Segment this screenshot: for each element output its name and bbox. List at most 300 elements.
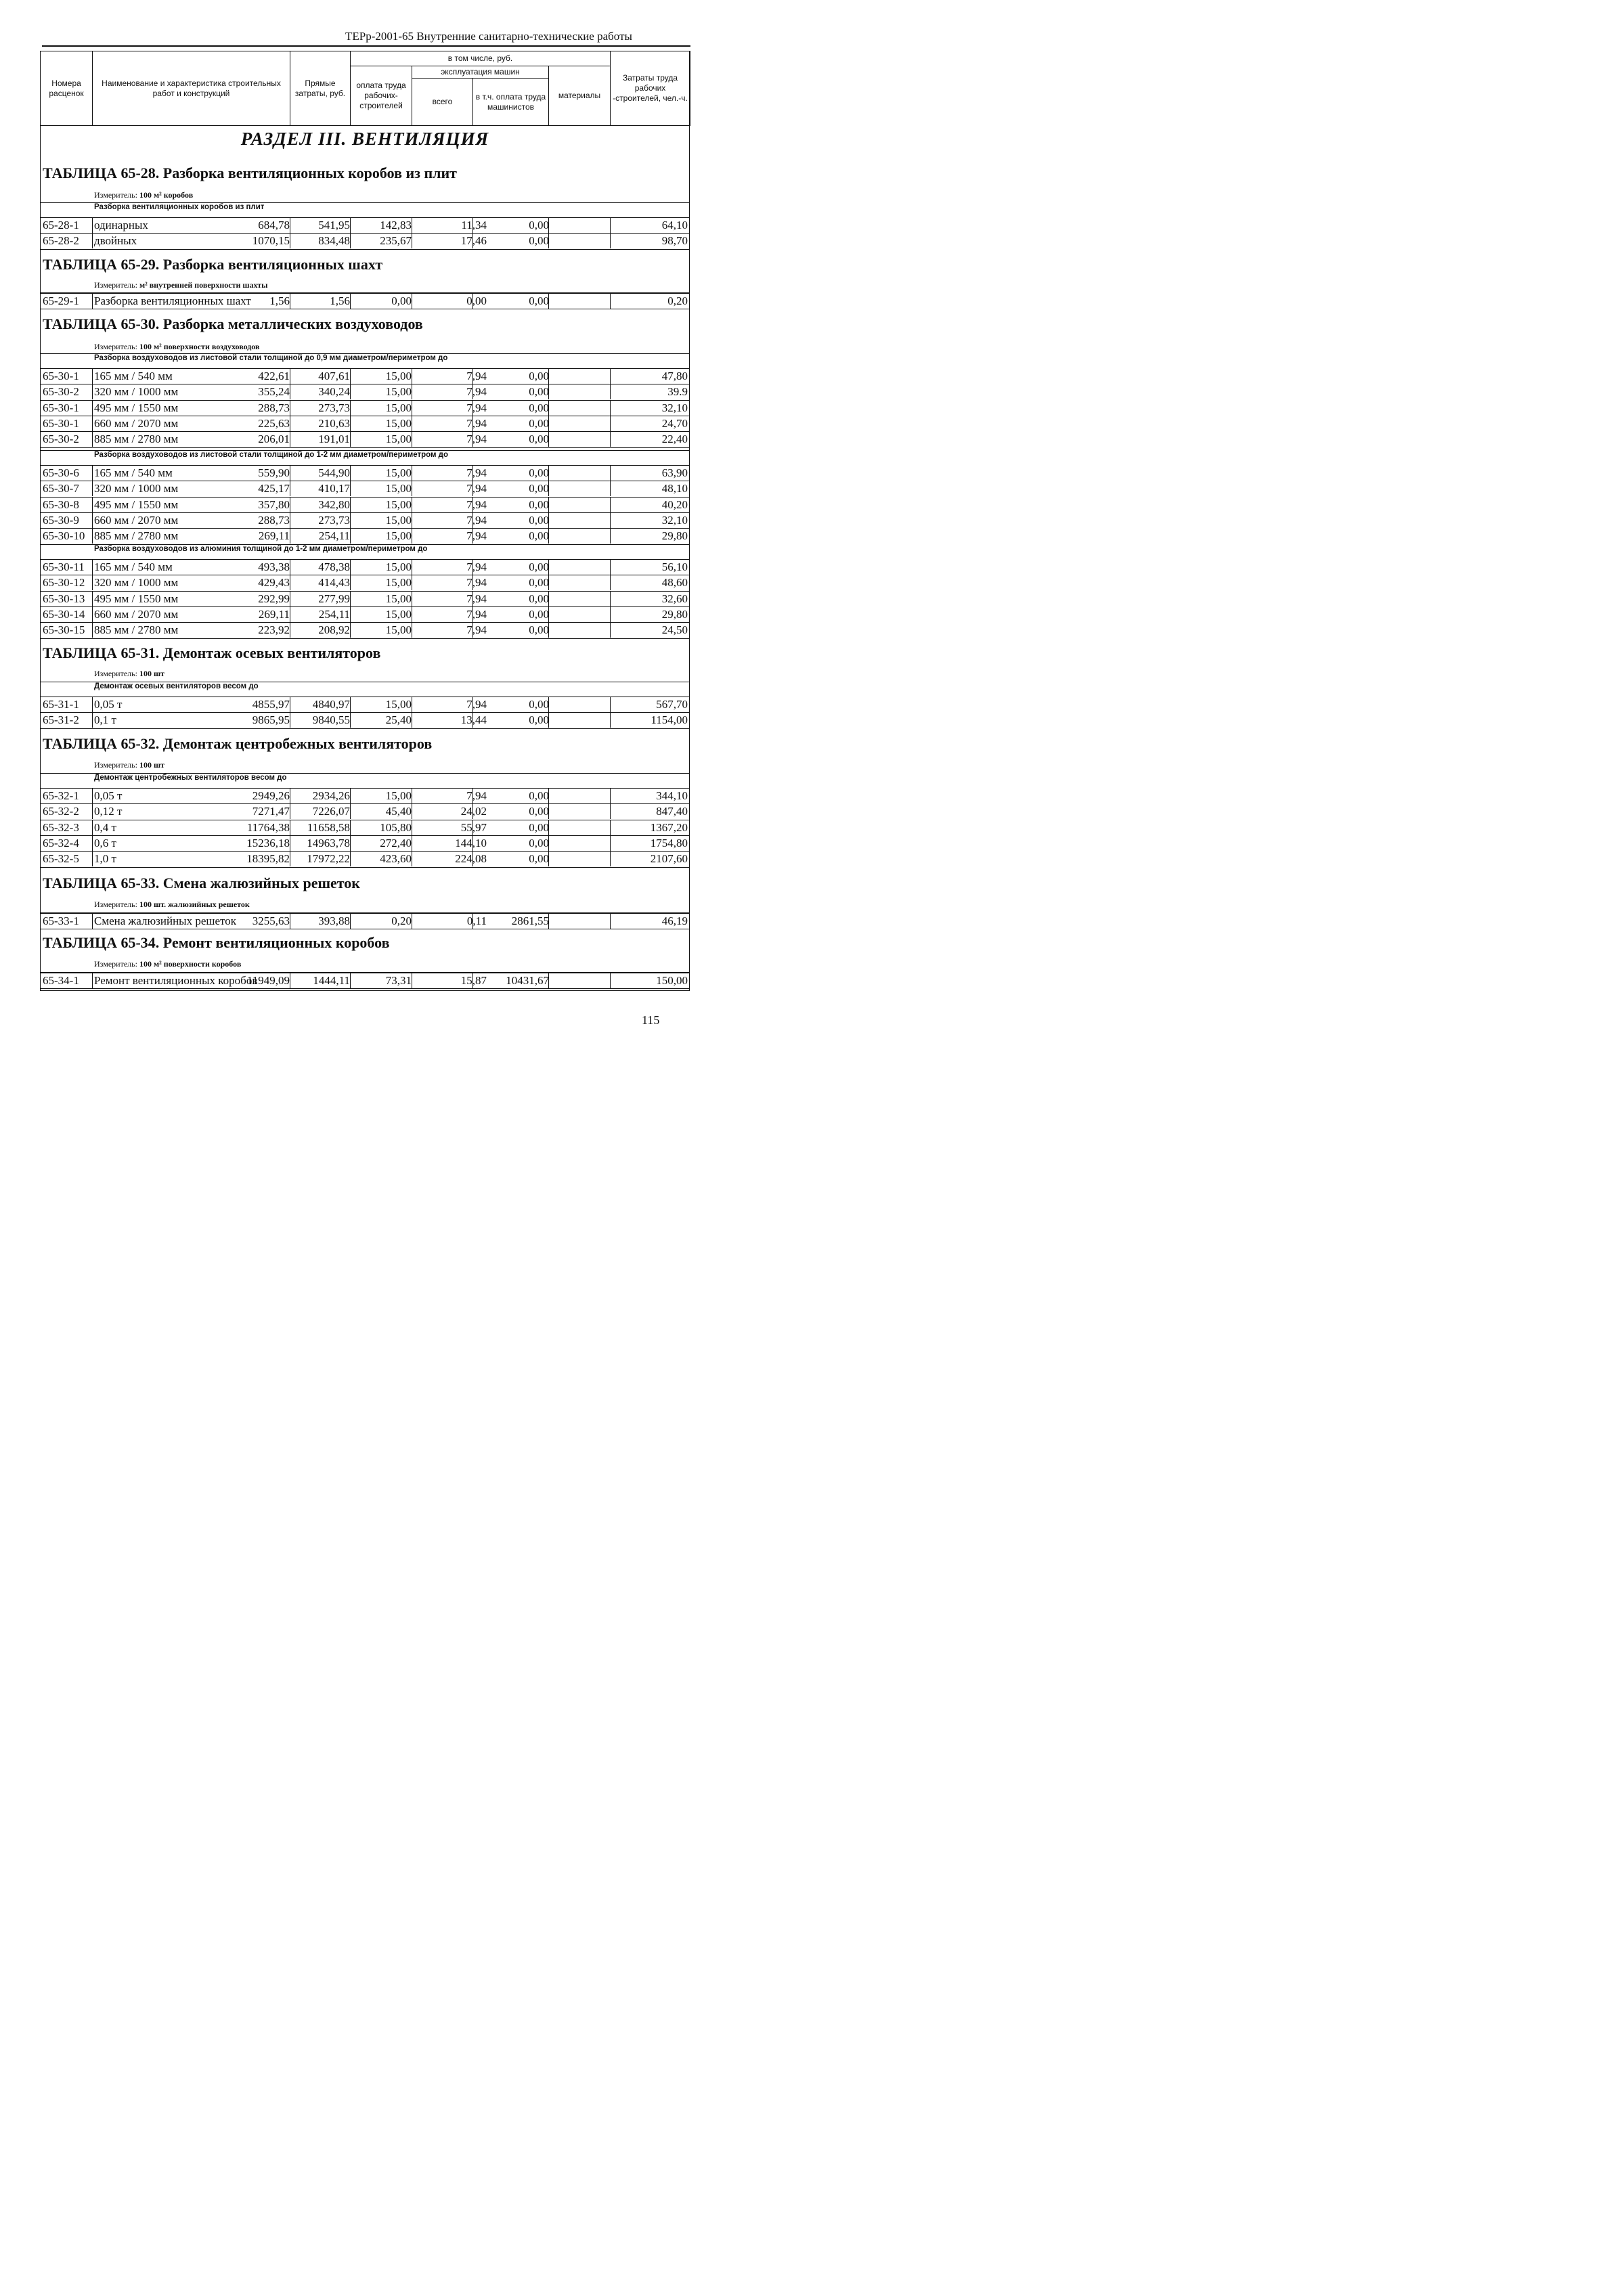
machinist-pay: 7,94 <box>466 698 487 711</box>
row-code: 65-30-15 <box>43 623 85 637</box>
cell-divider <box>472 836 473 851</box>
cell-divider <box>350 592 351 606</box>
cell-divider <box>548 575 549 590</box>
table-row <box>40 369 690 384</box>
row-name: одинарных <box>94 219 148 231</box>
row-name: 1,0 т <box>94 852 116 866</box>
row-code: 65-30-10 <box>43 529 85 543</box>
machines-total: 423,60 <box>380 852 412 866</box>
group-heading: Демонтаж осевых вентиляторов весом до <box>94 682 259 690</box>
table-row <box>40 973 690 988</box>
labor-pay: 273,73 <box>318 401 350 414</box>
table-title: ТАБЛИЦА 65-34. Ремонт вентиляционных коробов <box>43 934 390 951</box>
cell-divider <box>472 804 473 819</box>
machinist-pay: 7,94 <box>466 385 487 399</box>
cell-divider <box>610 852 611 866</box>
materials: 0,00 <box>529 805 549 818</box>
cell-divider <box>92 820 93 835</box>
row-code: 65-30-12 <box>43 576 85 590</box>
cell-divider <box>92 804 93 819</box>
machinist-pay: 7,94 <box>466 466 487 479</box>
table-row <box>40 697 690 712</box>
direct-cost: 425,17 <box>258 482 290 495</box>
cell-divider <box>92 852 93 866</box>
materials: 0,00 <box>529 513 549 527</box>
cell-divider <box>92 560 93 575</box>
table-row <box>40 607 690 622</box>
cell-divider <box>610 498 611 512</box>
table-row <box>40 804 690 819</box>
labor-pay: 1444,11 <box>313 974 350 987</box>
cell-divider <box>350 513 351 528</box>
labor-hours: 32,60 <box>661 592 688 605</box>
machinist-pay: 7,94 <box>466 789 487 802</box>
machines-total: 15,00 <box>385 576 412 590</box>
cell-divider <box>610 401 611 416</box>
col-materials: материалы <box>549 66 611 126</box>
labor-hours: 0,20 <box>667 294 688 307</box>
machines-total: 15,00 <box>385 401 412 414</box>
row-name: 320 мм / 1000 мм <box>94 385 179 399</box>
rule <box>40 450 690 451</box>
cell-divider <box>610 623 611 638</box>
cell-divider <box>92 713 93 728</box>
cell-divider <box>610 218 611 233</box>
machinist-pay: 0,00 <box>466 294 487 307</box>
cell-divider <box>350 432 351 447</box>
direct-cost: 3255,63 <box>252 914 290 927</box>
row-code: 65-30-2 <box>43 433 79 446</box>
materials: 0,00 <box>529 836 549 849</box>
direct-cost: 559,90 <box>258 466 290 479</box>
table-row <box>40 481 690 496</box>
measure-label: Измеритель: <box>94 280 137 290</box>
cell-divider <box>610 836 611 851</box>
machines-total: 142,83 <box>380 219 412 231</box>
cell-divider <box>472 432 473 447</box>
direct-cost: 288,73 <box>258 513 290 527</box>
table-row <box>40 575 690 590</box>
cell-divider <box>92 432 93 447</box>
row-code: 65-32-5 <box>43 852 79 866</box>
labor-pay: 2934,26 <box>312 789 350 802</box>
machinist-pay: 7,94 <box>466 623 487 637</box>
machinist-pay: 7,94 <box>466 560 487 573</box>
rule <box>40 544 690 545</box>
cell-divider <box>472 481 473 496</box>
machines-total: 73,31 <box>385 974 412 987</box>
machinist-pay: 7,94 <box>466 592 487 605</box>
machines-total: 15,00 <box>385 529 412 543</box>
labor-pay: 17972,22 <box>307 852 350 866</box>
cell-divider <box>472 789 473 803</box>
cell-divider <box>92 498 93 512</box>
cell-divider <box>610 369 611 384</box>
cell-divider <box>548 529 549 544</box>
materials: 0,00 <box>529 234 549 248</box>
cell-divider <box>350 836 351 851</box>
cell-divider <box>472 592 473 606</box>
labor-pay: 544,90 <box>318 466 350 479</box>
cell-divider <box>548 513 549 528</box>
labor-hours: 1754,80 <box>650 836 688 849</box>
row-code: 65-30-11 <box>43 560 85 573</box>
row-code: 65-32-3 <box>43 820 79 834</box>
direct-cost: 357,80 <box>258 498 290 511</box>
machines-total: 15,00 <box>385 466 412 479</box>
cell-divider <box>92 973 93 988</box>
cell-divider <box>548 234 549 248</box>
row-code: 65-28-1 <box>43 219 79 231</box>
measure-unit <box>94 342 260 352</box>
cell-divider <box>548 384 549 399</box>
cell-divider <box>350 789 351 803</box>
labor-hours: 40,20 <box>661 498 688 511</box>
measure-unit <box>94 669 164 679</box>
cell-divider <box>548 697 549 712</box>
cell-divider <box>610 294 611 309</box>
labor-pay: 410,17 <box>318 482 350 495</box>
labor-hours: 22,40 <box>661 433 688 446</box>
machines-total: 15,00 <box>385 385 412 399</box>
cell-divider <box>350 498 351 512</box>
labor-hours: 24,50 <box>661 623 688 637</box>
col-machines-labor: в т.ч. оплата труда машинистов <box>473 79 549 126</box>
labor-pay: 11658,58 <box>307 820 350 834</box>
labor-hours: 567,70 <box>656 698 688 711</box>
machines-total: 15,00 <box>385 433 412 446</box>
cell-divider <box>350 623 351 638</box>
cell-divider <box>350 466 351 481</box>
group-heading: Демонтаж центробежных вентиляторов весом до <box>94 774 287 782</box>
section-title: РАЗДЕЛ III. ВЕНТИЛЯЦИЯ <box>240 129 489 149</box>
row-code: 65-30-6 <box>43 466 79 479</box>
cell-divider <box>548 466 549 481</box>
direct-cost: 684,78 <box>258 219 290 231</box>
col-labor-cost: Затраты труда рабочих -строителей, чел.-ч. <box>611 51 690 126</box>
cell-divider <box>548 804 549 819</box>
cell-divider <box>92 697 93 712</box>
table-row <box>40 218 690 233</box>
row-code: 65-30-2 <box>43 385 79 399</box>
table-row <box>40 623 690 638</box>
labor-pay: 7226,07 <box>312 805 350 818</box>
running-header: ТЕРр-2001-65 Внутренние санитарно-технические работы <box>345 30 632 43</box>
labor-pay: 208,92 <box>318 623 350 637</box>
row-code: 65-32-4 <box>43 836 79 849</box>
labor-pay: 4840,97 <box>312 698 350 711</box>
group-heading: Разборка воздуховодов из алюминия толщиной до 1-2 мм диаметром/периметром до <box>94 545 428 553</box>
machines-total: 25,40 <box>385 713 412 727</box>
cell-divider <box>350 416 351 431</box>
labor-hours: 64,10 <box>661 219 688 231</box>
labor-pay: 407,61 <box>318 370 350 382</box>
direct-cost: 223,92 <box>258 623 290 637</box>
machinist-pay: 7,94 <box>466 401 487 414</box>
machinist-pay: 224,08 <box>455 852 487 866</box>
direct-cost: 269,11 <box>258 529 290 543</box>
row-name: 660 мм / 2070 мм <box>94 416 179 430</box>
labor-hours: 39.9 <box>667 385 688 399</box>
row-name: 885 мм / 2780 мм <box>94 623 179 637</box>
header-rule <box>42 45 690 47</box>
machinist-pay: 7,94 <box>466 576 487 590</box>
measure-value: 100 м² поверхности воздуховодов <box>139 342 260 351</box>
labor-pay: 342,80 <box>318 498 350 511</box>
rule <box>40 728 690 729</box>
labor-pay: 9840,55 <box>312 713 350 727</box>
labor-pay: 277,99 <box>318 592 350 605</box>
materials: 0,00 <box>529 560 549 573</box>
cell-divider <box>610 384 611 399</box>
table-row <box>40 560 690 575</box>
cell-divider <box>548 401 549 416</box>
machines-total: 15,00 <box>385 607 412 621</box>
cell-divider <box>472 820 473 835</box>
cell-divider <box>472 294 473 309</box>
measure-value: 100 шт <box>139 760 164 770</box>
cell-divider <box>472 973 473 988</box>
cell-divider <box>350 575 351 590</box>
machinist-pay: 7,94 <box>466 513 487 527</box>
cell-divider <box>92 836 93 851</box>
materials: 0,00 <box>529 370 549 382</box>
cell-divider <box>548 836 549 851</box>
materials: 0,00 <box>529 482 549 495</box>
row-code: 65-34-1 <box>43 974 79 987</box>
cell-divider <box>92 416 93 431</box>
row-name: 165 мм / 540 мм <box>94 560 173 573</box>
cell-divider <box>472 914 473 929</box>
row-name: двойных <box>94 234 137 248</box>
measure-unit <box>94 760 164 770</box>
direct-cost: 1,56 <box>269 294 290 307</box>
cell-divider <box>92 384 93 399</box>
labor-pay: 14963,78 <box>307 836 350 849</box>
table-row <box>40 836 690 851</box>
row-name: Ремонт вентиляционных коробов <box>94 974 258 987</box>
table-row <box>40 234 690 248</box>
direct-cost: 422,61 <box>258 370 290 382</box>
cell-divider <box>350 234 351 248</box>
cell-divider <box>610 529 611 544</box>
table-row <box>40 513 690 528</box>
measure-label: Измеритель: <box>94 760 137 770</box>
cell-divider <box>350 529 351 544</box>
cell-divider <box>472 466 473 481</box>
materials: 0,00 <box>529 529 549 543</box>
cell-divider <box>350 804 351 819</box>
direct-cost: 292,99 <box>258 592 290 605</box>
cell-divider <box>350 560 351 575</box>
rule <box>40 202 690 203</box>
materials: 0,00 <box>529 592 549 605</box>
machines-total: 15,00 <box>385 789 412 802</box>
materials: 0,00 <box>529 416 549 430</box>
direct-cost: 18395,82 <box>246 852 290 866</box>
col-direct: Прямые затраты, руб. <box>290 51 351 126</box>
table-row <box>40 592 690 606</box>
materials: 0,00 <box>529 219 549 231</box>
cell-divider <box>92 513 93 528</box>
measure-unit <box>94 900 250 910</box>
col-machines: эксплуатация машин <box>412 66 549 79</box>
labor-hours: 48,10 <box>661 482 688 495</box>
direct-cost: 288,73 <box>258 401 290 414</box>
cell-divider <box>548 607 549 622</box>
direct-cost: 493,38 <box>258 560 290 573</box>
cell-divider <box>472 623 473 638</box>
cell-divider <box>350 384 351 399</box>
row-name: 165 мм / 540 мм <box>94 466 173 479</box>
direct-cost: 9865,95 <box>252 713 290 727</box>
cell-divider <box>610 513 611 528</box>
materials: 0,00 <box>529 466 549 479</box>
table-title: ТАБЛИЦА 65-32. Демонтаж центробежных вентиляторов <box>43 735 433 752</box>
materials: 0,00 <box>529 607 549 621</box>
row-name: 320 мм / 1000 мм <box>94 576 179 590</box>
table-row <box>40 384 690 399</box>
measure-value: 100 шт. жалюзийных решеток <box>139 900 250 909</box>
table-row <box>40 416 690 431</box>
row-name: 885 мм / 2780 мм <box>94 529 179 543</box>
row-name: 660 мм / 2070 мм <box>94 513 179 527</box>
cell-divider <box>610 481 611 496</box>
cell-divider <box>350 369 351 384</box>
machinist-pay: 13,44 <box>460 713 487 727</box>
materials: 2861,55 <box>511 914 549 927</box>
direct-cost: 11949,09 <box>246 974 290 987</box>
cell-divider <box>472 697 473 712</box>
cell-divider <box>92 369 93 384</box>
cell-divider <box>610 607 611 622</box>
cell-divider <box>548 432 549 447</box>
machinist-pay: 7,94 <box>466 529 487 543</box>
row-code: 65-30-1 <box>43 401 79 414</box>
cell-divider <box>92 466 93 481</box>
row-code: 65-30-14 <box>43 607 85 621</box>
direct-cost: 2949,26 <box>252 789 290 802</box>
cell-divider <box>548 789 549 803</box>
row-code: 65-31-2 <box>43 713 79 727</box>
machinist-pay: 7,94 <box>466 482 487 495</box>
cell-divider <box>350 218 351 233</box>
cell-divider <box>350 914 351 929</box>
cell-divider <box>350 973 351 988</box>
labor-hours: 150,00 <box>656 974 688 987</box>
table-row <box>40 529 690 544</box>
cell-divider <box>548 623 549 638</box>
row-code: 65-30-1 <box>43 370 79 382</box>
materials: 10431,67 <box>506 974 549 987</box>
cell-divider <box>92 592 93 606</box>
table-title: ТАБЛИЦА 65-30. Разборка металлических воздуховодов <box>43 315 423 332</box>
table-row <box>40 498 690 512</box>
row-name: 0,05 т <box>94 789 123 802</box>
measure-label: Измеритель: <box>94 342 137 351</box>
cell-divider <box>548 481 549 496</box>
cell-divider <box>92 481 93 496</box>
labor-hours: 46,19 <box>661 914 688 927</box>
rule <box>40 353 690 354</box>
direct-cost: 11764,38 <box>246 820 290 834</box>
rule <box>40 249 690 250</box>
direct-cost: 225,63 <box>258 416 290 430</box>
labor-pay: 1,56 <box>330 294 350 307</box>
cell-divider <box>92 607 93 622</box>
cell-divider <box>472 498 473 512</box>
labor-pay: 414,43 <box>318 576 350 590</box>
cell-divider <box>610 575 611 590</box>
cell-divider <box>610 820 611 835</box>
table-row <box>40 789 690 803</box>
machines-total: 15,00 <box>385 416 412 430</box>
cell-divider <box>350 294 351 309</box>
labor-pay: 393,88 <box>318 914 350 927</box>
labor-hours: 98,70 <box>661 234 688 248</box>
cell-divider <box>350 820 351 835</box>
cell-divider <box>472 607 473 622</box>
table-row <box>40 713 690 728</box>
materials: 0,00 <box>529 433 549 446</box>
direct-cost: 7271,47 <box>252 805 290 818</box>
cell-divider <box>350 481 351 496</box>
col-code: Номера расценок <box>41 51 93 126</box>
table-title: ТАБЛИЦА 65-28. Разборка вентиляционных коробов из плит <box>43 164 457 181</box>
measure-value: 100 шт <box>139 669 164 678</box>
machinist-pay: 15,87 <box>460 974 487 987</box>
cell-divider <box>92 294 93 309</box>
row-name: 0,05 т <box>94 698 123 711</box>
cell-divider <box>610 789 611 803</box>
cell-divider <box>610 560 611 575</box>
machinist-pay: 7,94 <box>466 416 487 430</box>
labor-pay: 834,48 <box>318 234 350 248</box>
labor-hours: 24,70 <box>661 416 688 430</box>
labor-hours: 56,10 <box>661 560 688 573</box>
col-labor: оплата труда рабочих-строителей <box>351 66 412 126</box>
cell-divider <box>610 973 611 988</box>
page-number: 115 <box>642 1013 660 1027</box>
cell-divider <box>92 914 93 929</box>
row-name: 0,6 т <box>94 836 116 849</box>
labor-hours: 48,60 <box>661 576 688 590</box>
row-name: 495 мм / 1550 мм <box>94 498 179 511</box>
cell-divider <box>548 973 549 988</box>
col-incl: в том числе, руб. <box>351 51 611 66</box>
cell-divider <box>610 592 611 606</box>
measure-label: Измеритель: <box>94 190 137 200</box>
machinist-pay: 7,94 <box>466 607 487 621</box>
measure-label: Измеритель: <box>94 900 137 909</box>
measure-value: 100 м² коробов <box>139 190 194 200</box>
cell-divider <box>92 234 93 248</box>
materials: 0,00 <box>529 294 549 307</box>
cell-divider <box>610 416 611 431</box>
cell-divider <box>548 218 549 233</box>
machines-total: 15,00 <box>385 370 412 382</box>
labor-hours: 47,80 <box>661 370 688 382</box>
machines-total: 45,40 <box>385 805 412 818</box>
cell-divider <box>472 401 473 416</box>
labor-hours: 344,10 <box>656 789 688 802</box>
cell-divider <box>472 560 473 575</box>
row-code: 65-30-7 <box>43 482 79 495</box>
cell-divider <box>350 713 351 728</box>
labor-pay: 541,95 <box>318 219 350 231</box>
machines-total: 0,20 <box>391 914 412 927</box>
row-name: Разборка вентиляционных шахт <box>94 294 251 307</box>
